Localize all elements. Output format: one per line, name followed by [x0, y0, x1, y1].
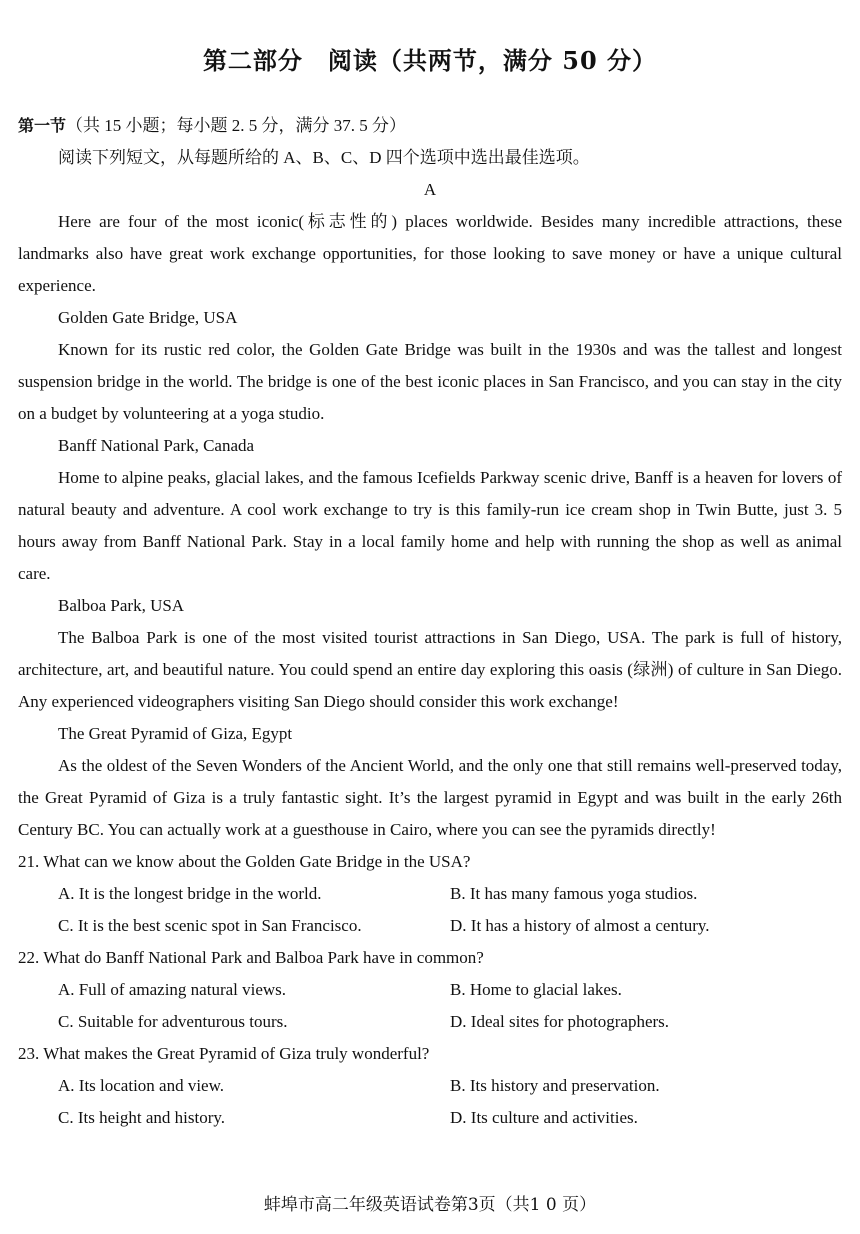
question-stem: 22. What do Banff National Park and Balboa Park have in common? — [18, 948, 484, 967]
passage-intro: Here are four of the most iconic(标志性的) places worldwide. Besides many incredible attractions, these landmarks also have great work exchange opportunities, for those looking to save money or have a unique cultural experience. — [18, 212, 842, 295]
option-row — [18, 974, 842, 1006]
option-a: A. Full of amazing natural views. — [58, 980, 287, 999]
reading-section — [18, 110, 842, 1134]
part-title: 第二部分 阅读（共两节，满分 50 分） — [202, 46, 658, 75]
option-b: B. Home to glacial lakes. — [450, 980, 622, 999]
option-row — [18, 1102, 842, 1134]
option-a: A. Its location and view. — [58, 1076, 225, 1095]
section-instruction: 阅读下列短文，从每题所给的 A、B、C、D 四个选项中选出最佳选项。 — [58, 148, 590, 167]
option-b: B. Its history and preservation. — [450, 1076, 660, 1095]
question-stem: 21. What can we know about the Golden Gate Bridge in the USA? — [18, 852, 471, 871]
option-a: A. It is the longest bridge in the world. — [58, 884, 322, 903]
place-heading: The Great Pyramid of Giza, Egypt — [58, 724, 293, 743]
question-22 — [18, 942, 842, 1038]
option-b: B. It has many famous yoga studios. — [450, 884, 698, 903]
option-d: D. Its culture and activities. — [450, 1108, 638, 1127]
place-heading: Banff National Park, Canada — [58, 436, 255, 455]
option-row — [18, 910, 842, 942]
option-d: D. Ideal sites for photographers. — [450, 1012, 670, 1031]
passage-letter: A — [423, 180, 437, 199]
place-paragraph: Known for its rustic red color, the Golden Gate Bridge was built in the 1930s and was the tallest and longest suspension bridge in the world. The bridge is one of the best iconic places in San Francisco, and you can stay in the city on a budget by volunteering at a yoga studio. — [18, 340, 842, 423]
option-row — [18, 1070, 842, 1102]
place-paragraph: The Balboa Park is one of the most visited tourist attractions in San Diego, USA. The park is full of history, architecture, art, and beautiful nature. You could spend an entire day exploring this oasis (绿洲) of culture in San Diego. Any experienced videographers visiting San Diego should consider this work exchange! — [18, 628, 842, 711]
question-21 — [18, 846, 842, 942]
option-c: C. Its height and history. — [58, 1108, 225, 1127]
place-paragraph: Home to alpine peaks, glacial lakes, and the famous Icefields Parkway scenic drive, Banff is a heaven for lovers of natural beauty and adventure. A cool work exchange to try is this family-run ice cream shop in Twin Butte, just 3. 5 hours away from Banff National Park. Stay in a local family home and help with running the shop as well as animal care. — [18, 468, 842, 583]
section-label: 第一节 — [18, 116, 67, 135]
place-heading: Golden Gate Bridge, USA — [58, 308, 238, 327]
page-footer: 蚌埠市高二年级英语试卷第3页（共1 0 页） — [263, 1195, 597, 1215]
place-heading: Balboa Park, USA — [58, 596, 185, 615]
option-row — [18, 1006, 842, 1038]
option-row — [18, 878, 842, 910]
section-header — [18, 110, 842, 142]
place-paragraph: As the oldest of the Seven Wonders of the Ancient World, and the only one that still remains well-preserved today, the Great Pyramid of Giza is a truly fantastic sight. It’s the largest pyramid in Egypt and was built in the early 26th Century BC. You can actually work at a guesthouse in Cairo, where you can see the pyramids directly! — [18, 756, 842, 839]
option-c: C. It is the best scenic spot in San Francisco. — [58, 916, 362, 935]
option-c: C. Suitable for adventurous tours. — [58, 1012, 288, 1031]
question-stem: 23. What makes the Great Pyramid of Giza truly wonderful? — [18, 1044, 430, 1063]
question-23 — [18, 1038, 842, 1134]
section-note: （共 15 小题；每小题 2. 5 分，满分 37. 5 分） — [66, 116, 407, 135]
option-d: D. It has a history of almost a century. — [450, 916, 710, 935]
